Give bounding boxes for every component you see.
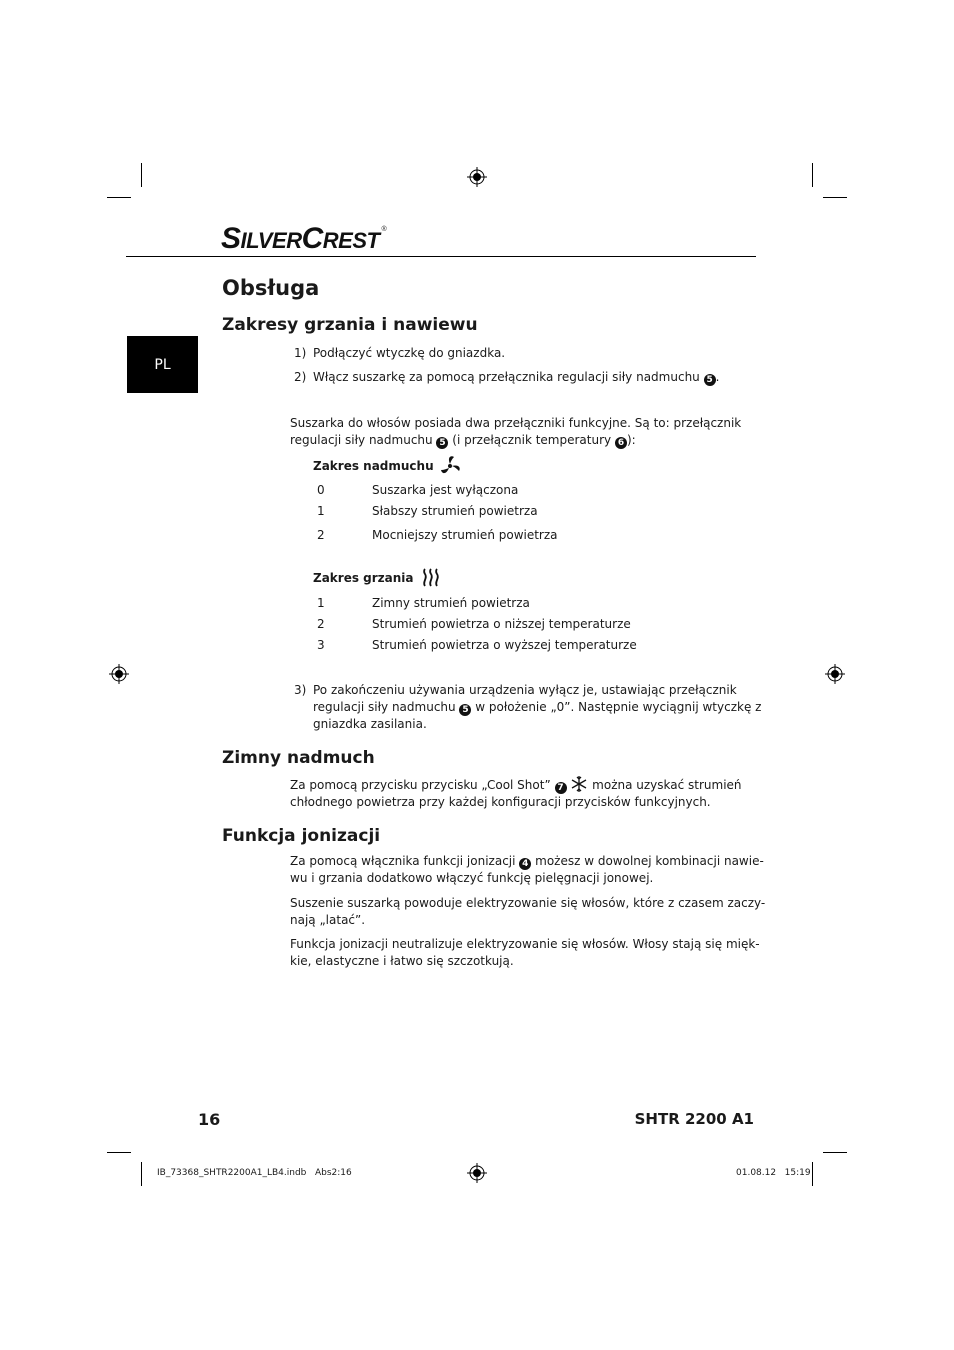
airflow-label-row — [313, 455, 461, 477]
paragraph-line: Funkcja jonizacji neutralizuje elektryzowanie się włosów. Włosy stają się mięk- — [290, 937, 760, 951]
step-text: Podłączyć wtyczkę do gniazdka. — [313, 346, 506, 360]
ref-number-badge: 7 — [555, 782, 567, 794]
section-heading-ionization: Funkcja jonizacji — [222, 826, 381, 846]
crop-mark — [141, 1162, 142, 1186]
ionization-paragraph — [290, 853, 764, 887]
paragraph-line: wu i grzania dodatkowo włączyć funkcję pielęgnacji jonowej. — [290, 871, 654, 885]
ref-number-badge: 5 — [704, 374, 716, 386]
step-text — [313, 369, 719, 386]
paragraph-text: można uzyskać strumień — [592, 778, 742, 792]
heat-icon — [422, 568, 440, 588]
step-line — [313, 699, 761, 716]
ref-number-badge: 4 — [519, 858, 531, 870]
airflow-desc: Słabszy strumień powietrza — [372, 504, 538, 518]
heat-level: 1 — [317, 596, 325, 610]
heat-desc: Strumień powietrza o niższej temperaturze — [372, 617, 631, 631]
paragraph-line — [290, 775, 742, 794]
crop-mark — [823, 1152, 847, 1153]
step-line: gniazdka zasilania. — [313, 717, 427, 731]
paragraph-text: Za pomocą przycisku przycisku „Cool Shot” — [290, 778, 551, 792]
registration-mark-icon — [467, 1163, 487, 1183]
intro-text: regulacji siły nadmuchu — [290, 433, 433, 447]
airflow-desc: Mocniejszy strumień powietrza — [372, 528, 558, 542]
airflow-level: 1 — [317, 504, 325, 518]
print-date-info: 01.08.12 15:19 — [736, 1168, 811, 1178]
crop-mark — [812, 163, 813, 187]
paragraph-text: Za pomocą włącznika funkcji jonizacji — [290, 854, 516, 868]
intro-text: ): — [626, 433, 636, 447]
step-text-part: regulacji siły nadmuchu — [313, 700, 456, 714]
section-heading-heating-airflow: Zakresy grzania i nawiewu — [222, 315, 478, 335]
ref-number-badge: 5 — [436, 437, 448, 449]
step-line: Po zakończeniu używania urządzenia wyłącz je, ustawiając przełącznik — [313, 683, 737, 697]
step-text-part: w położenie „0”. Następnie wyciągnij wtyczkę z — [475, 700, 762, 714]
registration-mark-icon — [825, 664, 845, 684]
airflow-level: 2 — [317, 528, 325, 542]
cool-shot-paragraph — [290, 775, 742, 811]
crop-mark — [812, 1162, 813, 1186]
heat-level: 3 — [317, 638, 325, 652]
ref-number-badge: 6 — [615, 437, 627, 449]
crop-mark — [107, 1152, 131, 1153]
airflow-label: Zakres nadmuchu — [313, 459, 434, 473]
heat-level: 2 — [317, 617, 325, 631]
brand-logo: SILVERCREST ® — [221, 222, 387, 255]
print-file-info: IB_73368_SHTR2200A1_LB4.indb Abs2:16 — [157, 1168, 352, 1178]
intro-line: Suszarka do włosów posiada dwa przełączniki funkcyjne. Są to: przełącznik — [290, 416, 742, 430]
airflow-level: 0 — [317, 483, 325, 497]
registration-mark-icon — [109, 664, 129, 684]
paragraph-text: możesz w dowolnej kombinacji nawie- — [535, 854, 764, 868]
intro-text: (i przełącznik temperatury — [452, 433, 612, 447]
language-tab-label: PL — [154, 356, 171, 373]
crop-mark — [823, 197, 847, 198]
language-tab — [127, 336, 198, 393]
paragraph-line — [290, 853, 764, 870]
heat-desc: Strumień powietrza o wyższej temperaturze — [372, 638, 637, 652]
crop-mark — [141, 163, 142, 187]
ionization-paragraph — [290, 895, 765, 929]
intro-paragraph — [290, 415, 741, 449]
paragraph-line: nają „latać”. — [290, 913, 366, 927]
model-number: SHTR 2200 A1 — [634, 1110, 754, 1128]
header-rule — [126, 256, 756, 257]
paragraph-line: chłodnego powietrza przy każdej konfiguracji przycisków funkcyjnych. — [290, 795, 711, 809]
step-number: 1) — [294, 346, 307, 360]
heat-label-row — [313, 568, 440, 588]
step-text-part: Włącz suszarkę za pomocą przełącznika regulacji siły nadmuchu — [313, 370, 700, 384]
crop-mark — [107, 197, 131, 198]
airflow-desc: Suszarka jest wyłączona — [372, 483, 519, 497]
paragraph-line: Suszenie suszarką powoduje elektryzowanie się włosów, które z czasem zaczy- — [290, 896, 766, 910]
page-title: Obsługa — [222, 276, 320, 300]
ionization-paragraph — [290, 936, 760, 970]
paragraph-line: kie, elastyczne i łatwo się szczotkują. — [290, 954, 514, 968]
ref-number-badge: 5 — [459, 704, 471, 716]
step-text — [313, 682, 761, 733]
step-number: 2) — [294, 370, 307, 384]
snowflake-icon — [570, 775, 588, 793]
fan-icon — [439, 455, 461, 477]
intro-line — [290, 432, 741, 449]
step-text-part: . — [715, 370, 720, 384]
heat-desc: Zimny strumień powietrza — [372, 596, 530, 610]
page-number: 16 — [198, 1110, 221, 1129]
registration-mark-icon — [467, 167, 487, 187]
step-number: 3) — [294, 683, 307, 697]
section-heading-cool-shot: Zimny nadmuch — [222, 748, 375, 768]
heat-label: Zakres grzania — [313, 571, 414, 585]
